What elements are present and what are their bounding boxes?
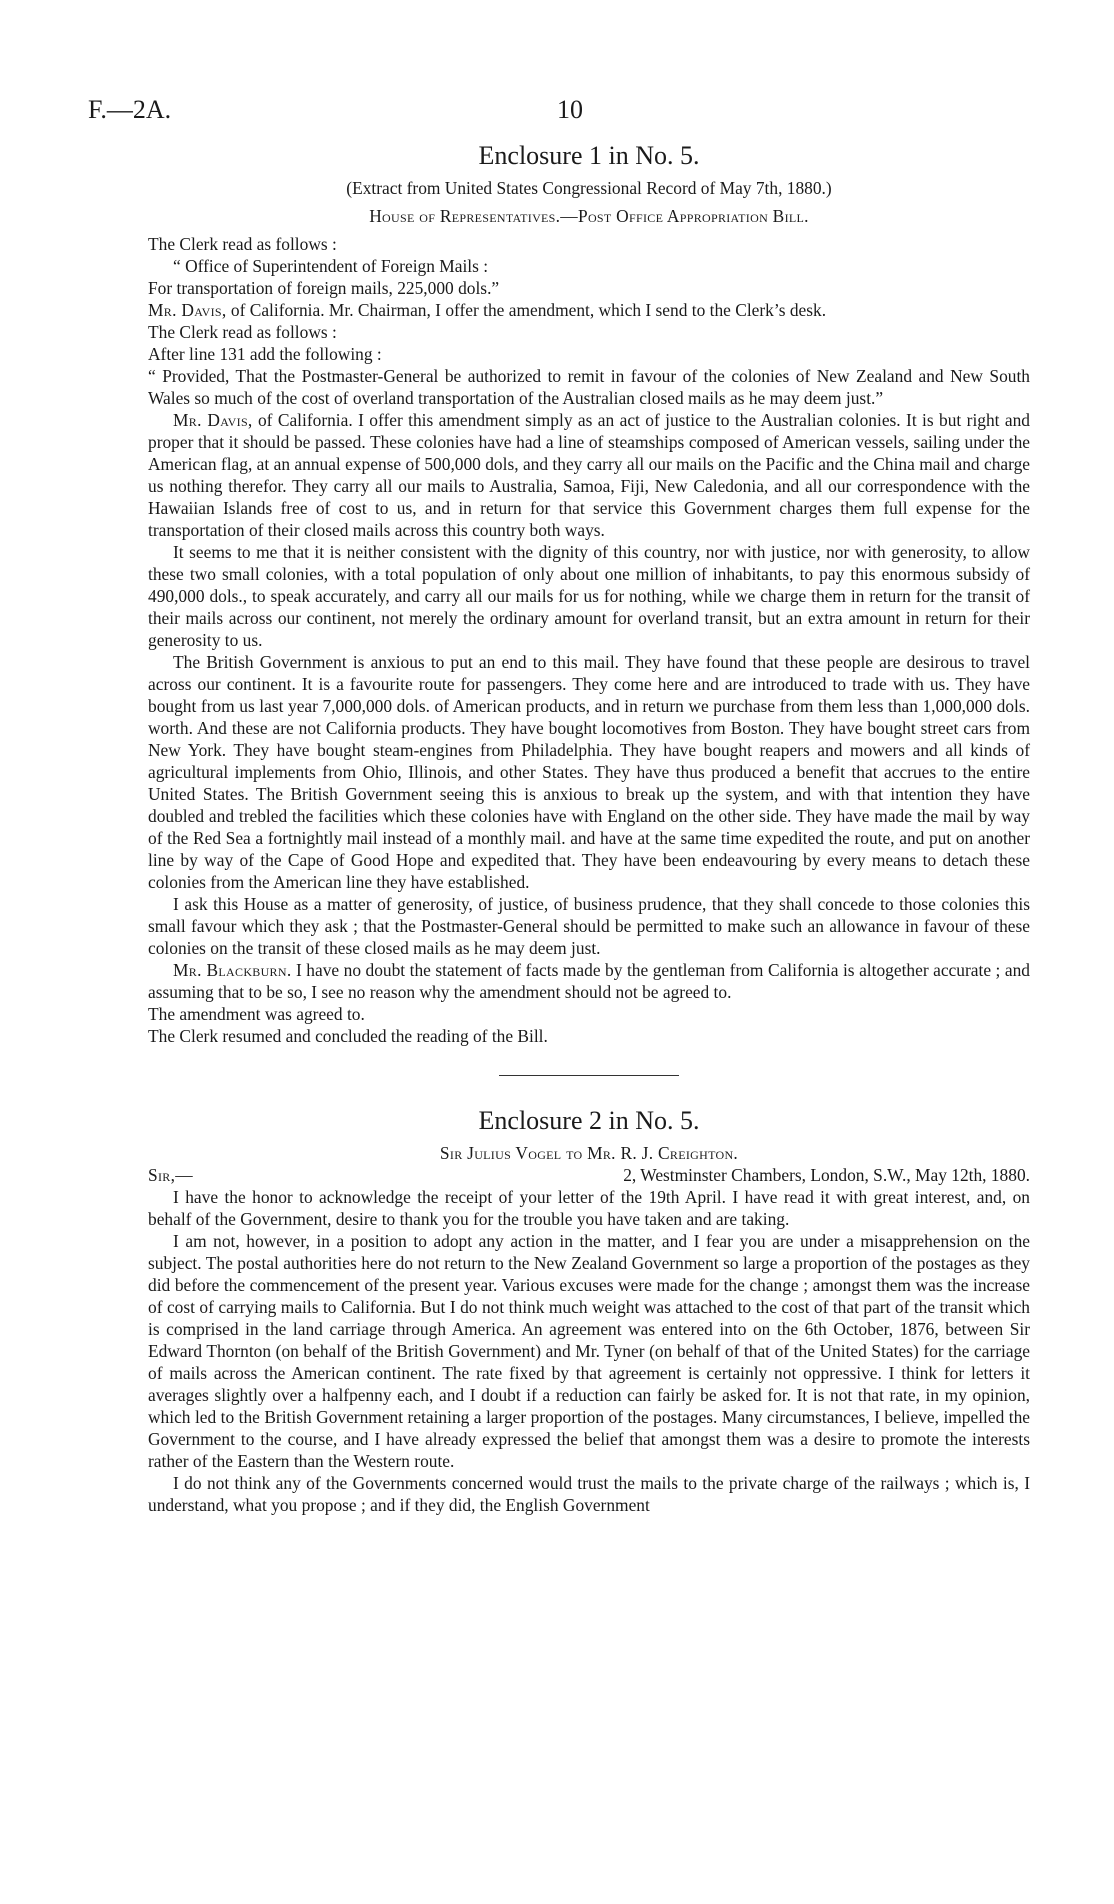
- speaker-blackburn: Mr. Blackburn.: [173, 960, 292, 980]
- letter-paragraph-3: I do not think any of the Governments concerned would trust the mails to the private charge of the railways ; which is, I understand, what you propose ; and if they did, the English Government: [148, 1473, 1030, 1515]
- section-divider: [499, 1075, 679, 1076]
- letter-paragraph-2: I am not, however, in a position to adopt any action in the matter, and I fear you are under a misapprehension on the subject. The postal authorities here do not return to the New Zealand Government so large a proportion of the postages as they did before the commencement of the present year. Various excuses were made for the change ; amongst them was the increase of cost of carrying mails to California. But I do not think much weight was attached to the cost of that part of the transit which is comprised in the land carriage through America. An agreement was entered into on the 6th October, 1876, between Sir Edward Thornton (on behalf of the British Government) and Mr. Tyner (on behalf of that of the United States) for the carriage of mails across the American continent. The rate fixed by that agreement is certainly not oppressive. I think for letters it averages slightly over a halfpenny each, and I doubt if a reduction can fairly be asked for. It is not that rate, in my opinion, which led to the British Government retaining a larger proportion of the postages. Many circumstances, I believe, impelled the Government to the course, and I have already expressed the belief that amongst them was a desire to promote the interests rather of the Eastern than the Western route.: [148, 1231, 1030, 1471]
- proviso-paragraph: “ Provided, That the Postmaster-General be authorized to remit in favour of the colonies of New Zealand and New South Wales so much of the cost of overland transportation of the Australian closed mails as he may deem just.”: [148, 366, 1030, 408]
- enclosure-2: [148, 1106, 1030, 1516]
- davis-speech-text: of California. I offer this amendment simply as an act of justice to the Australian colonies. It is but right and proper that it should be passed. These colonies have had a line of steamships composed of American vessels, sailing under the American flag, at an annual expense of 500,000 dols, and they carry all our mails on the Pacific and the China mail and charge us nothing therefor. They carry all our mails to Australia, Samoa, Fiji, New Caledonia, and all our correspondence with the Hawaiian Islands free of cost to us, and in return for that service this Government charges them full expense for the transportation of their closed mails across this country both ways.: [148, 410, 1031, 540]
- speaker-davis: Mr. Davis,: [148, 300, 227, 320]
- enclosure-2-title: Enclosure 2 in No. 5.: [478, 1106, 700, 1135]
- clerk-resumed-line: The Clerk resumed and concluded the reading of the Bill.: [148, 1026, 548, 1046]
- after-line-text: After line 131 add the following :: [148, 344, 382, 364]
- page-body: [148, 141, 1030, 1516]
- davis-speech-paragraph: [148, 409, 1030, 541]
- blackburn-paragraph: [148, 959, 1030, 1003]
- davis-amendment-paragraph: [148, 299, 1030, 321]
- transportation-line: For transportation of foreign mails, 225,000 dols.”: [148, 278, 500, 298]
- enclosure-1: [148, 141, 1030, 1047]
- enclosure-1-subtitle: (Extract from United States Congressional Record of May 7th, 1880.): [346, 178, 832, 198]
- salutation: Sir,—: [148, 1165, 193, 1185]
- davis-amendment-text: of California. Mr. Chairman, I offer the amendment, which I send to the Clerk’s desk.: [226, 300, 827, 320]
- office-line: “ Office of Superintendent of Foreign Mails :: [173, 256, 489, 276]
- speaker-davis-2: Mr. Davis,: [173, 410, 253, 430]
- amendment-agreed-line: The amendment was agreed to.: [148, 1004, 365, 1024]
- document-code: F.—2A.: [88, 95, 172, 124]
- enclosure-1-title: Enclosure 1 in No. 5.: [478, 141, 700, 170]
- blackburn-text: I have no doubt the statement of facts made by the gentleman from California is altogether accurate ; and assuming that to be so, I see no reason why the amendment should not be agreed to.: [148, 960, 1030, 1002]
- letter-heading: Sir Julius Vogel to Mr. R. J. Creighton.: [439, 1143, 739, 1163]
- ask-house-paragraph: I ask this House as a matter of generosity, of justice, of business prudence, that they shall concede to those colonies this small favour which they ask ; that the Postmaster-General should be permitted to make such an allowance in favour of these colonies on the transit of these closed mails as he may deem just.: [148, 894, 1030, 958]
- enclosure-1-heading: House of Representatives.—Post Office Appropriation Bill.: [369, 206, 809, 226]
- salutation-row: [148, 1164, 1030, 1186]
- letter-paragraph-1: I have the honor to acknowledge the receipt of your letter of the 19th April. I have read it with great interest, and, on behalf of the Government, desire to thank you for the trouble you have taken and are taking.: [148, 1187, 1030, 1229]
- dignity-paragraph: It seems to me that it is neither consistent with the dignity of this country, nor with justice, nor with generosity, to allow these two small colonies, with a total population of only about one million of inhabitants, to pay this enormous subsidy of 490,000 dols., to speak accurately, and carry all our mails for us for nothing, while we charge them in return for the transit of their mails across our continent, not merely the ordinary amount for overland transit, but an extra amount in return for their generosity to us.: [148, 542, 1030, 650]
- page-number: 10: [557, 95, 583, 124]
- sender-address: 2, Westminster Chambers, London, S.W., May 12th, 1880.: [623, 1165, 1030, 1185]
- clerk-read-line: The Clerk read as follows :: [148, 234, 337, 254]
- clerk-read-line-2: The Clerk read as follows :: [148, 322, 337, 342]
- british-government-paragraph: The British Government is anxious to put an end to this mail. They have found that these people are desirous to travel across our continent. It is a favourite route for passengers. They come here and are introduced to trade with us. They have bought from us last year 7,000,000 dols. of American products, and in return we purchase from them less than 1,000,000 dols. worth. And these are not California products. They have bought locomotives from Boston. They have bought street cars from New York. They have bought steam-engines from Philadelphia. They have bought reapers and mowers and all kinds of agricultural implements from Ohio, Illinois, and other States. They have thus produced a benefit that accrues to the entire United States. The British Government seeing this is anxious to break up the system, and with that intention they have doubled and trebled the facilities which these colonies have with England on the other side. They have made the mail by way of the Red Sea a fortnightly mail instead of a monthly mail. and have at the same time expedited the route, and put on another line by way of the Cape of Good Hope and expedited that. They have been endeavouring by every means to detach these colonies from the American line they have established.: [148, 652, 1030, 892]
